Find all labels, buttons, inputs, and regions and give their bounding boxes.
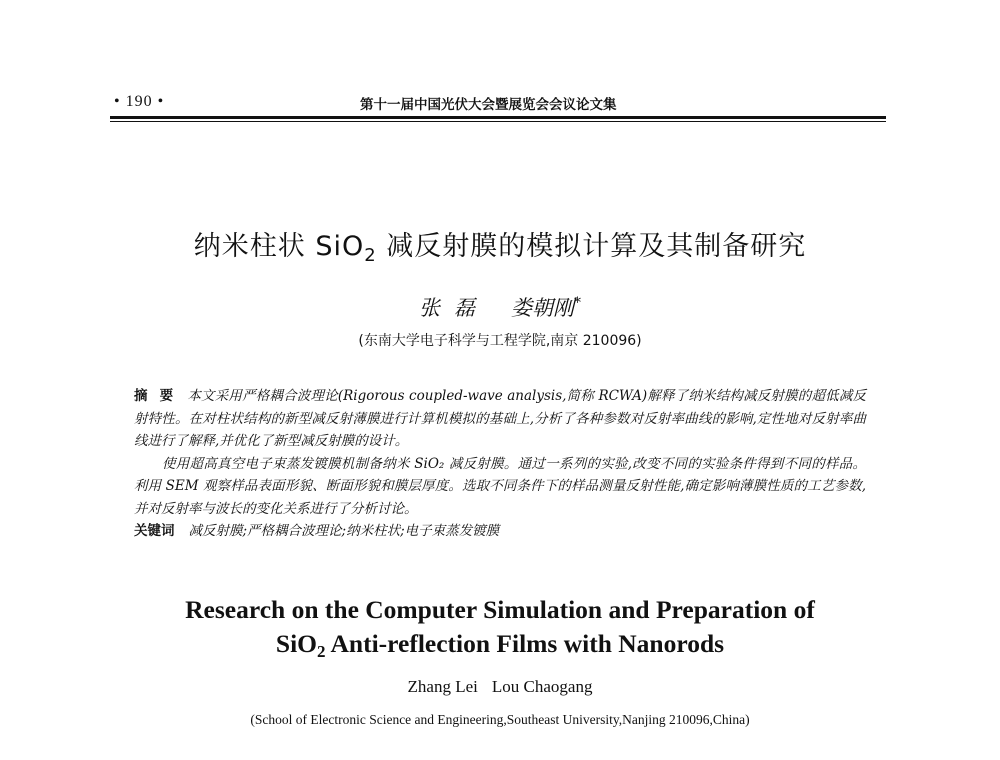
chinese-author-2: 娄朝刚 bbox=[511, 296, 574, 320]
keywords-label: 关键词 bbox=[134, 523, 175, 539]
english-authors bbox=[0, 677, 1000, 697]
chinese-title-part2: 减反射膜的模拟计算及其制备研究 bbox=[376, 231, 807, 262]
page-number: • 190 • bbox=[114, 93, 165, 110]
english-affiliation: (School of Electronic Science and Engineering,Southeast University,Nanjing 210096,China) bbox=[250, 712, 750, 727]
header-rule-thin bbox=[110, 121, 886, 122]
english-author-1: Zhang Lei bbox=[407, 677, 478, 696]
corresponding-author-mark: * bbox=[574, 295, 581, 311]
english-title-subscript: 2 bbox=[317, 642, 326, 661]
chinese-affiliation: (东南大学电子科学与工程学院,南京 210096) bbox=[358, 333, 642, 349]
abstract-label: 摘要 bbox=[134, 388, 186, 404]
keywords-text: 减反射膜;严格耦合波理论;纳米柱状;电子束蒸发镀膜 bbox=[188, 523, 500, 539]
running-header bbox=[114, 91, 884, 115]
english-title-line-1: Research on the Computer Simulation and Preparation of bbox=[185, 595, 815, 624]
english-author-2: Lou Chaogang bbox=[491, 677, 593, 696]
english-title-line-2-part2: Anti-reflection Films with Nanorods bbox=[325, 629, 725, 658]
english-title bbox=[0, 593, 1000, 669]
chinese-title-subscript: 2 bbox=[364, 245, 377, 266]
abstract-text-1: 本文采用严格耦合波理论(Rigorous coupled-wave analysis,简称 RCWA)解释了纳米结构减反射膜的超低减反射特性。在对柱状结构的新型减反射薄膜进行计算机模拟的基础上,分析了各种参数对反射率曲线的影响,定性地对反射率曲线进行了解释,并优化了新型减反射膜的设计。 bbox=[134, 388, 867, 449]
chinese-title bbox=[0, 224, 1000, 266]
abstract-text-2: 使用超高真空电子束蒸发镀膜机制备纳米 SiO₂ 减反射膜。通过一系列的实验,改变不同的实验条件得到不同的样品。利用 SEM 观察样品表面形貌、断面形貌和膜层厚度。选取不同条件下的样品测量反射性能,确定影响薄膜性质的工艺参数,并对反射率与波长的变化关系进行了分析讨论。 bbox=[134, 455, 866, 517]
abstract-paragraph-2 bbox=[134, 453, 866, 521]
chinese-title-part1: 纳米柱状 SiO bbox=[193, 231, 365, 262]
abstract-paragraph-1 bbox=[134, 385, 866, 453]
chinese-abstract bbox=[134, 385, 866, 543]
keywords-line bbox=[134, 520, 866, 543]
conference-name: 第十一届中国光伏大会暨展览会会议论文集 bbox=[360, 97, 617, 113]
chinese-author-1: 张磊 bbox=[419, 296, 489, 320]
english-title-line-2 bbox=[0, 627, 1000, 669]
header-rule-thick bbox=[110, 116, 886, 119]
chinese-authors bbox=[0, 292, 1000, 322]
english-title-line-2-part1: SiO bbox=[275, 629, 318, 658]
